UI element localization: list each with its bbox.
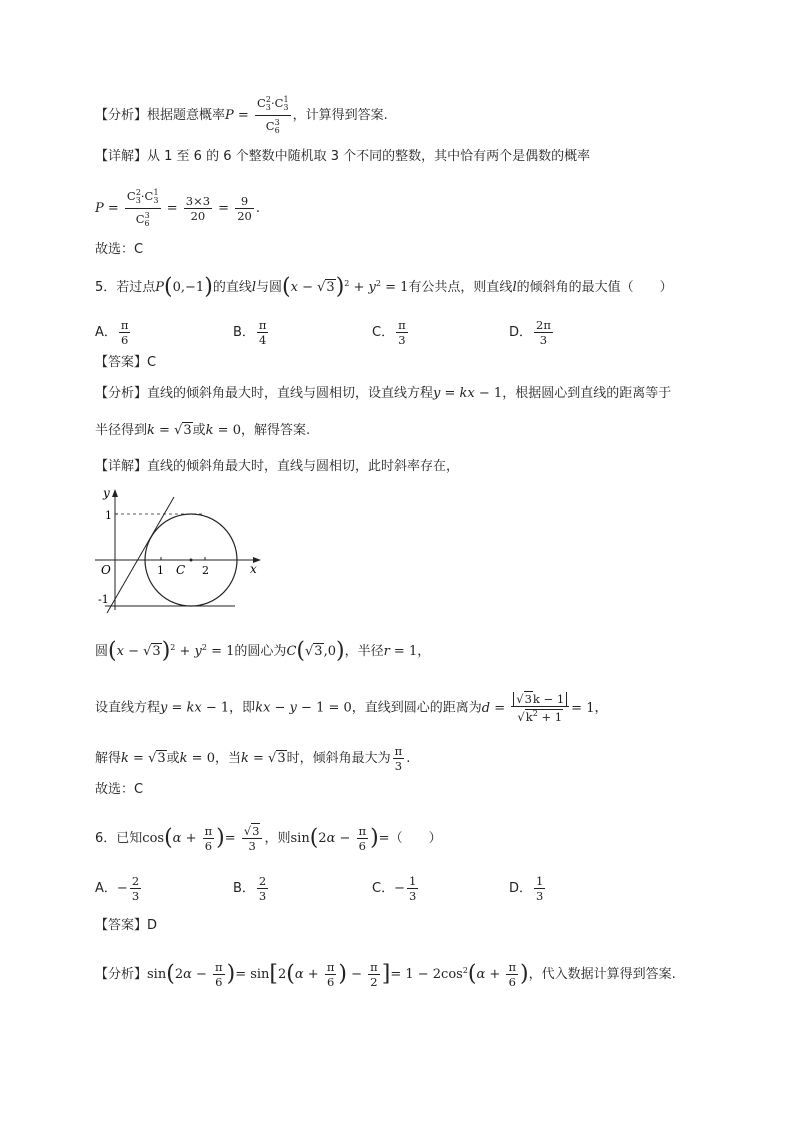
tick-label-x1: 1	[157, 564, 164, 577]
center-label: C	[176, 563, 186, 577]
q5-option-d: D． $\frac{2\pi}{3}$	[509, 318, 551, 347]
q5-choose: 故选：C	[95, 782, 144, 797]
origin-label: O	[101, 563, 111, 577]
y-label: y	[103, 486, 110, 500]
q5-stem: 5．若过点P(0,−1)的直线l与圆$(x - √3)^2 + y^2 = 1$有公共点，则直线l的倾斜角的最大值（ ）	[95, 274, 673, 300]
q4-detail-formula: P = $\frac{C_3^2\cdot C_3^1}{C_6^3}$ = $\frac{3\times 3}{20}$ = $\frac{9}{20}$ .	[95, 188, 260, 228]
q4-detail-line	[95, 147, 590, 167]
q4-analysis-line	[95, 93, 388, 138]
q5-solve-line: 解得k = √3或k = 0，当k = √3时，倾斜角最大为 $\frac{\pi}{3}$ .	[95, 744, 411, 773]
q4-analysis-tail: ，计算得到答案.	[292, 108, 388, 123]
y-axis-arrow	[112, 489, 118, 497]
q4-detail-text: 从 1 至 6 的 6 个整数中随机取 3 个不同的整数，其中恰有两个是偶数的概率	[147, 149, 591, 164]
q6-analysis-line: 【分析】sin(2α − $\frac{\pi}{6}$ )= sin[2(α + $\frac{\pi}{6}$ ) − $\frac{\pi}{2}$ ]= $1 - 2\cos^2(\alpha$ + $\frac{\pi}{6}$ )，代入数据计算得到答案.	[95, 960, 676, 989]
q5-analysis-line2: 半径得到k = √3或k = 0，解得答案.	[95, 423, 311, 438]
answer-tag: 【答案】	[95, 355, 148, 370]
q5-circle-center-line: 圆$(x - √3)^2 + y^2 = 1$的圆心为C(√3,0)，半径r = 1，	[95, 638, 431, 664]
analysis-tag: 【分析】	[95, 108, 148, 123]
q4-analysis-formula: P = $\frac{C_3^2\cdot C_3^1}{C_6^3}$	[225, 95, 289, 135]
q5-option-c: C． $\frac{\pi}{3}$	[372, 318, 406, 347]
q5-option-b: B． $\frac{\pi}{4}$	[233, 318, 267, 347]
q5-option-a: A． $\frac{\pi}{6}$	[95, 318, 129, 347]
q5-number: 5．	[95, 280, 117, 295]
q6-answer: D	[147, 918, 158, 933]
detail-tag: 【详解】	[95, 149, 148, 164]
q5-setup-line: 设直线方程y = kx − 1，即kx − y − 1 = 0，直线到圆心的距离为d = $\frac{√3k - 1}{√k^2 + 1}$ = 1，	[95, 692, 608, 724]
q6-number: 6．	[95, 831, 117, 846]
tick-label-x2: 2	[202, 564, 209, 577]
tick-label-yneg1: -1	[98, 593, 109, 606]
tick-label-y1: 1	[105, 509, 112, 522]
q6-answer-line: 【答案】D	[95, 918, 158, 933]
q5-answer: C	[147, 355, 157, 370]
q5-answer-line	[95, 353, 156, 373]
q4-choose: 故选：C	[95, 242, 144, 257]
q6-stem: 6．已知cos(α + $\frac{\pi}{6}$ )= $\frac{√3}{3}$ ，则sin(2α − $\frac{\pi}{6}$ )=（ ）	[95, 824, 442, 853]
q5-analysis-line1: 【分析】直线的倾斜角最大时，直线与圆相切，设直线方程y = kx − 1，根据圆心到直线的距离等于	[95, 386, 672, 401]
q6-option-b: B． $\frac{2}{3}$	[233, 874, 267, 903]
x-label: x	[250, 562, 257, 576]
q4-analysis-text: 根据题意概率	[147, 108, 226, 123]
q5-graph	[95, 485, 275, 615]
q6-option-a: A．− $\frac{2}{3}$	[95, 874, 140, 903]
center-point	[190, 559, 193, 562]
q5-detail-line: 【详解】直线的倾斜角最大时，直线与圆相切，此时斜率存在，	[95, 459, 460, 474]
q6-option-c: C．− $\frac{1}{3}$	[372, 874, 417, 903]
q6-option-d: D． $\frac{1}{3}$	[509, 874, 544, 903]
